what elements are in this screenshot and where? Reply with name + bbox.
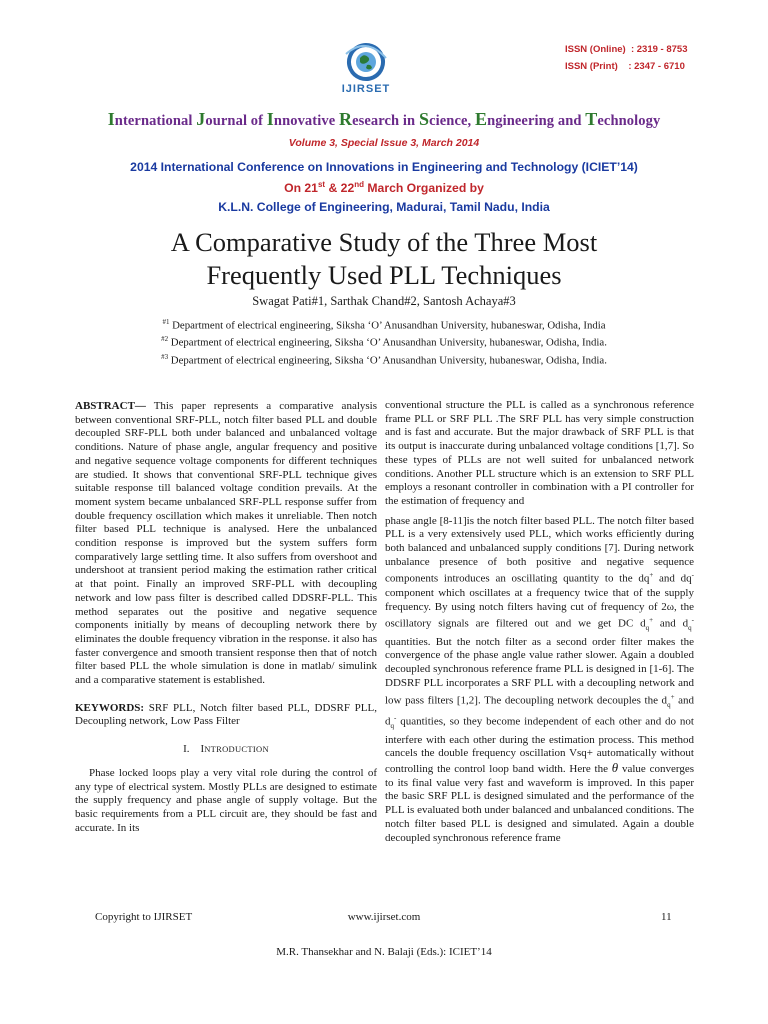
footer-copyright: Copyright to IJIRSET (95, 911, 193, 923)
affiliation-3: $^{\#3}$ Department of electrical engineering, Siksha ‘O’ Anusandhan University, hubaneswar, Odisha, India. (161, 353, 607, 367)
theta-symbol: θ (611, 760, 619, 776)
right-paragraph-1: conventional structure the PLL is called as a synchronous reference frame PLL or SRF PLL .The SRF PLL has very simple construction and is fast and accurate. But the major drawback of SRF PLL is that its output is inaccurate during unbalanced voltage conditions [1,7]. So these types of PLLs are not well suited for unbalanced network conditions. Another PLL structure which is an extension to SRF PLL employs a resonant controller in combination with a PI controller for the estimation of frequency and (385, 399, 694, 507)
page-number: 11 (661, 911, 672, 923)
affiliation-2: $^{\#2}$ Department of electrical engineering, Siksha ‘O’ Anusandhan University, hubaneswar, Odisha, India. (161, 335, 607, 349)
conference-title: 2014 International Conference on Innovations in Engineering and Technology (ICIET’14) (130, 160, 638, 174)
affiliation-1: $^{\#1}$ Department of electrical engineering, Siksha ‘O’ Anusandhan University, hubaneswar, Odisha, India (162, 318, 606, 332)
issn-online: ISSN (Online) : 2319 - 8753 (565, 44, 688, 55)
footer-url[interactable]: www.ijirset.com (347, 911, 421, 923)
logo-text: IJIRSET (341, 83, 391, 95)
keywords: KEYWORDS: SRF PLL, Notch filter based PLL, DDSRF PLL, Decoupling network, Low Pass Filter (75, 701, 377, 728)
conference-host: K.L.N. College of Engineering, Madurai, Tamil Nadu, India (218, 200, 550, 214)
left-column (75, 400, 377, 835)
volume-line: Volume 3, Special Issue 3, March 2014 (288, 137, 480, 149)
paper-title: A Comparative Study of the Three Most Frequently Used PLL Techniques (170, 227, 598, 290)
introduction-paragraph: Phase locked loops play a very vital role during the control of any type of electrical system. Mostly PLLs are designed to estimate the supply frequency and phase angle of supply voltage. But the basic requirements from a PLL circuit are, they should be fast and accurate. In its (75, 766, 377, 834)
right-column (385, 399, 694, 845)
section-heading-introduction: I. INTRODUCTION (183, 743, 269, 756)
footer-editors: M.R. Thansekhar and N. Balaji (Eds.): ICIET’14 (276, 946, 492, 958)
issn-print: ISSN (Print) : 2347 - 6710 (565, 61, 685, 72)
conference-dates: On 21st & 22nd March Organized by (284, 180, 484, 196)
right-paragraph-2: phase angle [8-11]is the notch filter based PLL. The notch filter based PLL is a very extensively used PLL, which works efficiently during both balanced and unbalanced supply conditions [7]. During network unbalance presence of both positive and negative sequence components introduces an oscillating quantity to the dq+ and dq- component which oscillates at a frequency twice that of the supply frequency. By using notch filters having cut of frequency of 2ω, the oscillatory signals are filtered out and we get DC $d_q^+$ and $d_q^-$ quantities. But the notch filter as a second order filter makes the convergence of the phase angle value rather slower. Again a doubled decoupled synchronous reference frame PLL is designed in [1-6]. The DDSRF PLL incorporates a SRF PLL with a decoupling network and low pass filters [1,2]. The decoupling network decouples the $d_q^+$ and $d_q^-$ quantities, so they become independent of each other and do not interfere with each other during the estimation process. This method cancels the double frequency oscillation Vsq+ automatically without controlling the control loop band width. Here the θ value converges to its final value very fast and waveform is improved. In this paper the basic SRF PLL is designed simulated and the performance of the PLL is evaluated both under balanced and unbalanced conditions. The notch filter based PLL is designed and simulated. Again a double decoupled synchronous reference frame (385, 514, 695, 844)
authors: Swagat Pati#1, Sarthak Chand#2, Santosh Achaya#3 (252, 294, 516, 308)
journal-name: International Journal of Innovative Research in Science, Engineering and Technology (107, 109, 661, 129)
abstract: ABSTRACT— This paper represents a comparative analysis between conventional SRF-PLL, notch filter based PLL and double decoupled SRF-PLL both under balanced and unbalanced voltage conditions. Nature of phase angle, angular frequency and positive and negative sequence voltage components for different techniques are studied. It shows that conventional SRF-PLL technique gives suitable response till balanced voltage condition prevails. At the moment system became unbalanced SRF-PLL response suffer from double frequency oscillation which makes it unreliable. Then notch filter based PLL technique is analysed. Here the unbalanced condition response is improved but the system suffers form comparatively large settling time. It also suffers from overshoot and undershoot at transient period making the estimation rather critical at that point. Finally an improved SRF-PLL with decoupling network and low pass filter is described called DDSRF-PLL. This method separates out the positive and negative sequence components initially by means of decoupling network there by eliminates the double frequency vibration in the response. it also has faster convergence and smooth transient response then that of notch filter based PLL the whole simulation is done in matlab/ simulink and a comparative statement is established. (75, 400, 377, 687)
